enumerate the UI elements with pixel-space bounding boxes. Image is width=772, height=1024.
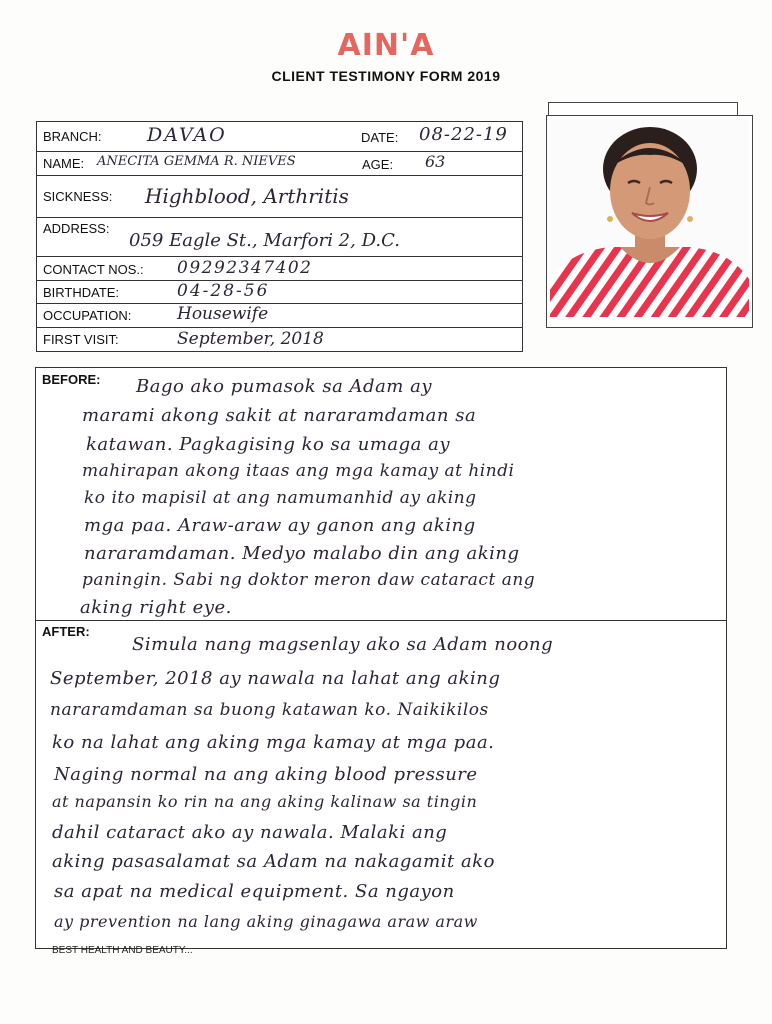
- row-occupation: [37, 304, 522, 328]
- first-visit-label: FIRST VISIT:: [43, 332, 119, 347]
- row-name: [37, 152, 522, 176]
- age-value: 63: [425, 152, 446, 171]
- row-first-visit: [37, 328, 522, 351]
- birthdate-label: BIRTHDATE:: [43, 285, 120, 300]
- occupation-value: Housewife: [177, 304, 269, 324]
- row-branch: [37, 122, 522, 152]
- after-line: aking pasasalamat sa Adam na nakagamit ako: [52, 851, 495, 872]
- after-line: sa apat na medical equipment. Sa ngayon: [54, 881, 455, 902]
- branch-label: BRANCH:: [43, 129, 102, 144]
- before-line: nararamdaman. Medyo malabo din ang aking: [84, 543, 520, 564]
- after-line: September, 2018 ay nawala na lahat ang aking: [50, 668, 501, 689]
- birthdate-value: 04-28-56: [177, 281, 270, 301]
- testimony-box: [35, 367, 727, 949]
- before-line: marami akong sakit at nararamdaman sa: [82, 405, 477, 426]
- contact-label: CONTACT NOS.:: [43, 262, 144, 277]
- before-line: Bago ako pumasok sa Adam ay: [136, 376, 432, 397]
- after-line: ay prevention na lang aking ginagawa araw araw: [54, 912, 478, 931]
- name-value: ANECITA GEMMA R. NIEVES: [97, 154, 296, 169]
- before-line: mahirapan akong itaas ang mga kamay at hindi: [82, 461, 515, 481]
- sickness-label: SICKNESS:: [43, 189, 113, 204]
- brand-logo: AIN'A: [337, 28, 435, 63]
- after-label: AFTER:: [42, 624, 90, 639]
- row-birthdate: [37, 281, 522, 304]
- after-line: nararamdaman sa buong katawan ko. Naikikilos: [50, 700, 489, 720]
- client-info-table: [36, 121, 523, 352]
- sickness-value: Highblood, Arthritis: [145, 184, 349, 208]
- before-line: katawan. Pagkagising ko sa umaga ay: [86, 434, 451, 455]
- after-line: ko na lahat ang aking mga kamay at mga paa.: [52, 732, 495, 753]
- first-visit-value: September, 2018: [177, 329, 324, 349]
- branch-value: DAVAO: [147, 124, 227, 146]
- form-title: CLIENT TESTIMONY FORM 2019: [271, 68, 501, 84]
- after-line: Simula nang magsenlay ako sa Adam noong: [132, 634, 554, 655]
- before-line: paningin. Sabi ng doktor meron daw cataract ang: [82, 570, 536, 590]
- row-contact: [37, 257, 522, 281]
- footer-slogan: BEST HEALTH AND BEAUTY...: [52, 945, 193, 956]
- name-label: NAME:: [43, 156, 85, 171]
- row-sickness: [37, 176, 522, 218]
- client-photo: [546, 115, 753, 328]
- after-line: Naging normal na ang aking blood pressure: [54, 764, 478, 785]
- row-address: [37, 218, 522, 257]
- section-divider: [36, 620, 726, 621]
- occupation-label: OCCUPATION:: [43, 308, 132, 323]
- before-line: aking right eye.: [80, 597, 232, 618]
- age-label: AGE:: [362, 157, 394, 172]
- before-label: BEFORE:: [42, 372, 101, 387]
- contact-value: 09292347402: [177, 258, 313, 278]
- address-label: ADDRESS:: [43, 221, 110, 236]
- after-line: at napansin ko rin na ang aking kalinaw sa tingin: [52, 792, 478, 811]
- address-value: 059 Eagle St., Marfori 2, D.C.: [129, 230, 400, 251]
- date-value: 08-22-19: [419, 124, 508, 145]
- before-line: mga paa. Araw-araw ay ganon ang aking: [84, 515, 476, 536]
- before-line: ko ito mapisil at ang namumanhid ay aking: [84, 488, 477, 508]
- after-line: dahil cataract ako ay nawala. Malaki ang: [52, 822, 448, 843]
- date-label: DATE:: [361, 130, 399, 145]
- client-portrait-image: [550, 119, 749, 317]
